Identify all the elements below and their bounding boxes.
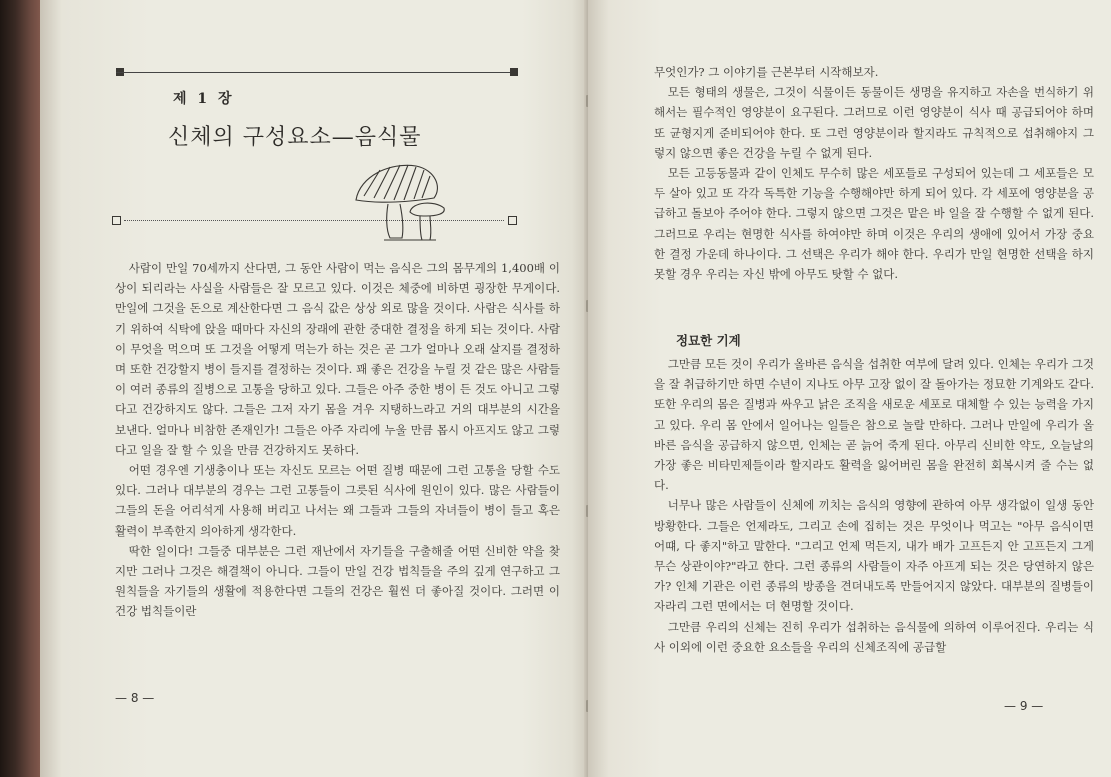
chapter-title: 신체의 구성요소—음식물 bbox=[168, 125, 422, 150]
paragraph: 무엇인가? 그 이야기를 근본부터 시작해보자. bbox=[654, 65, 879, 79]
top-right-square-ornament bbox=[510, 68, 518, 76]
right-page-body-bottom bbox=[654, 354, 1094, 657]
paragraph: 딱한 일이다! 그들중 대부분은 그런 재난에서 자기들을 구출해줄 어떤 신비한 약을 찾지만 그러나 그것은 해결책이 아니다. 그들이 만일 건강 법칙들을 주의 깊게 연구하고 그 원칙들을 자기들의 생활에 적용한다면 그들의 건강은 훨씬 더 좋아질 것이다. 그러면 이 건강 법칙들이란 bbox=[115, 543, 560, 619]
right-page-body-top bbox=[654, 62, 1094, 284]
left-page-body bbox=[115, 258, 560, 622]
right-box-ornament bbox=[508, 216, 517, 225]
left-page bbox=[40, 0, 588, 777]
page-number: — 8 — bbox=[115, 691, 155, 705]
page-number: — 9 — bbox=[1004, 699, 1044, 713]
paragraph: 너무나 많은 사람들이 신체에 끼치는 음식의 영향에 관하여 아무 생각없이 일생 동안 방황한다. 그들은 언제라도, 그리고 손에 집히는 것은 무엇이나 먹고는 "아무 음식이면 어떄, 다 좋지"하고 말한다. "그리고 언제 먹든지, 내가 배가 고프든지 안 고프든지 그게 무슨 상관이야?"라고 한다. 그런 종류의 사람들이 자주 아프게 되는 것은 당연하지 않은가? 인체 기관은 이런 종류의 방종을 견뎌내도록 만들어지지 않았다. 대부분의 질병들이 자라리 그런 면에서는 더 현명할 것이다. bbox=[654, 498, 1094, 614]
section-heading: 정묘한 기계 bbox=[676, 333, 741, 348]
paragraph: 어떤 경우엔 기생충이나 또는 자신도 모르는 어떤 질병 때문에 그런 고통을 당할 수도 있다. 그러나 대부분의 경우는 그런 고통들이 그릇된 식사에 원인이 있다. 많은 사람들이 그들의 돈을 어리석게 사용해 버리고 나서는 왜 그들과 그들의 자녀들이 병이 들고 혹은 활력이 부족한지 의아하게 생각한다. bbox=[115, 463, 560, 538]
paragraph: 그만큼 우리의 신체는 진히 우리가 섭취하는 음식물에 의하여 이루어진다. 우리는 식사 이외에 이런 중요한 요소들을 우리의 신체조직에 공급할 bbox=[654, 619, 1094, 654]
paragraph: 모든 형태의 생물은, 그것이 식물이든 동물이든 생명을 유지하고 자손을 번식하기 위해서는 필수적인 영양분이 요구된다. 그러므로 이런 영양분이 식사 때 공급되어야 하며 또 균형지게 준비되어야 한다. 또 그런 영양분이라 할지라도 규칙적으로 섭취해야지 그렇지 않으면 좋은 건강을 누릴 수 없게 된다. bbox=[654, 85, 1094, 160]
mushroom-illustration bbox=[350, 158, 460, 248]
chapter-dotted-rule bbox=[124, 220, 504, 221]
paragraph: 그만큼 모든 것이 우리가 올바른 음식을 섭취한 여부에 달려 있다. 인체는 우리가 그것을 잘 취급하기만 하면 수년이 지나도 아무 고장 없이 잘 돌아가는 정묘한 기계와도 같다. 또한 우리의 몸은 질병과 싸우고 낡은 조직을 새로운 세포로 대체할 수 있는 능력을 가지고 있다. 우리 몸 안에서 일어나는 일들은 참으로 놀랄 만하다. 그러나 만일에 우리가 올바른 음식을 공급하지 않으면, 인체는 곧 늙어 죽게 된다. 아무리 신비한 약도, 오늘날의 가장 좋은 비타민제들이라 할지라도 활력을 잃어버린 몸을 완전히 회복시켜 줄 수는 없다. bbox=[654, 357, 1094, 493]
chapter-top-rule bbox=[116, 72, 516, 73]
paragraph: 사람이 만일 70세까지 산다면, 그 동안 사람이 먹는 음식은 그의 몸무게의 1,400배 이상이 되리라는 사실을 사람들은 잘 모르고 있다. 이것은 체중에 비하면 굉장한 무게이다. 만일에 그것을 돈으로 계산한다면 그 음식 값은 상상 외로 많을 것이다. 사람은 식사를 하기 위하여 식탁에 앉을 때마다 자신의 장래에 관한 중대한 결정을 하게 되는 것이다. 사람이 무엇을 먹으며 또 그것을 어떻게 먹는가 하는 것은 곧 그가 얼마나 오래 살지를 결정하며 또한 건강할지 병이 들지를 결정하는 것이다. 꽤 좋은 건강을 누릴 것 같은 많은 사람들이 여러 종류의 질병으로 고통을 당하고 있다. 그들은 아주 중한 병이 든 것도 아니고 그렇다고 건강하지도 않다. 그들은 그저 자기 몸을 겨우 지탱하느라고 거의 대부분의 시간을 보낸다. 얼마나 비참한 존재인가! 그들은 아주 자리에 누울 만큼 몹시 아프지도 않고 그렇다고 일을 잘 할 수 있을 만큼 건강하지도 못하다. bbox=[115, 261, 560, 457]
book-cover-edge bbox=[0, 0, 44, 777]
paragraph: 모든 고등동물과 같이 인체도 무수히 많은 세포들로 구성되어 있는데 그 세포들은 모두 살아 있고 또 각각 독특한 기능을 수행해야만 하게 되어 있다. 각 세포에 영양분을 공급하고 돌보아 주어야 한다. 그렇지 않으면 그것은 맡은 바 일을 잘 수행할 수 없게 된다. 그러므로 우리는 현명한 식사를 하여야만 하며 이것은 우리의 생애에 있어서 가장 중요한 결정 가운데 하나이다. 그 선택은 우리가 해야 한다. 우리가 만일 현명한 선택을 하지 못할 경우 우리는 자신 밖에 아무도 탓할 수 없다. bbox=[654, 166, 1094, 282]
right-page bbox=[588, 0, 1111, 777]
left-box-ornament bbox=[112, 216, 121, 225]
chapter-label: 제 1 장 bbox=[173, 91, 235, 107]
